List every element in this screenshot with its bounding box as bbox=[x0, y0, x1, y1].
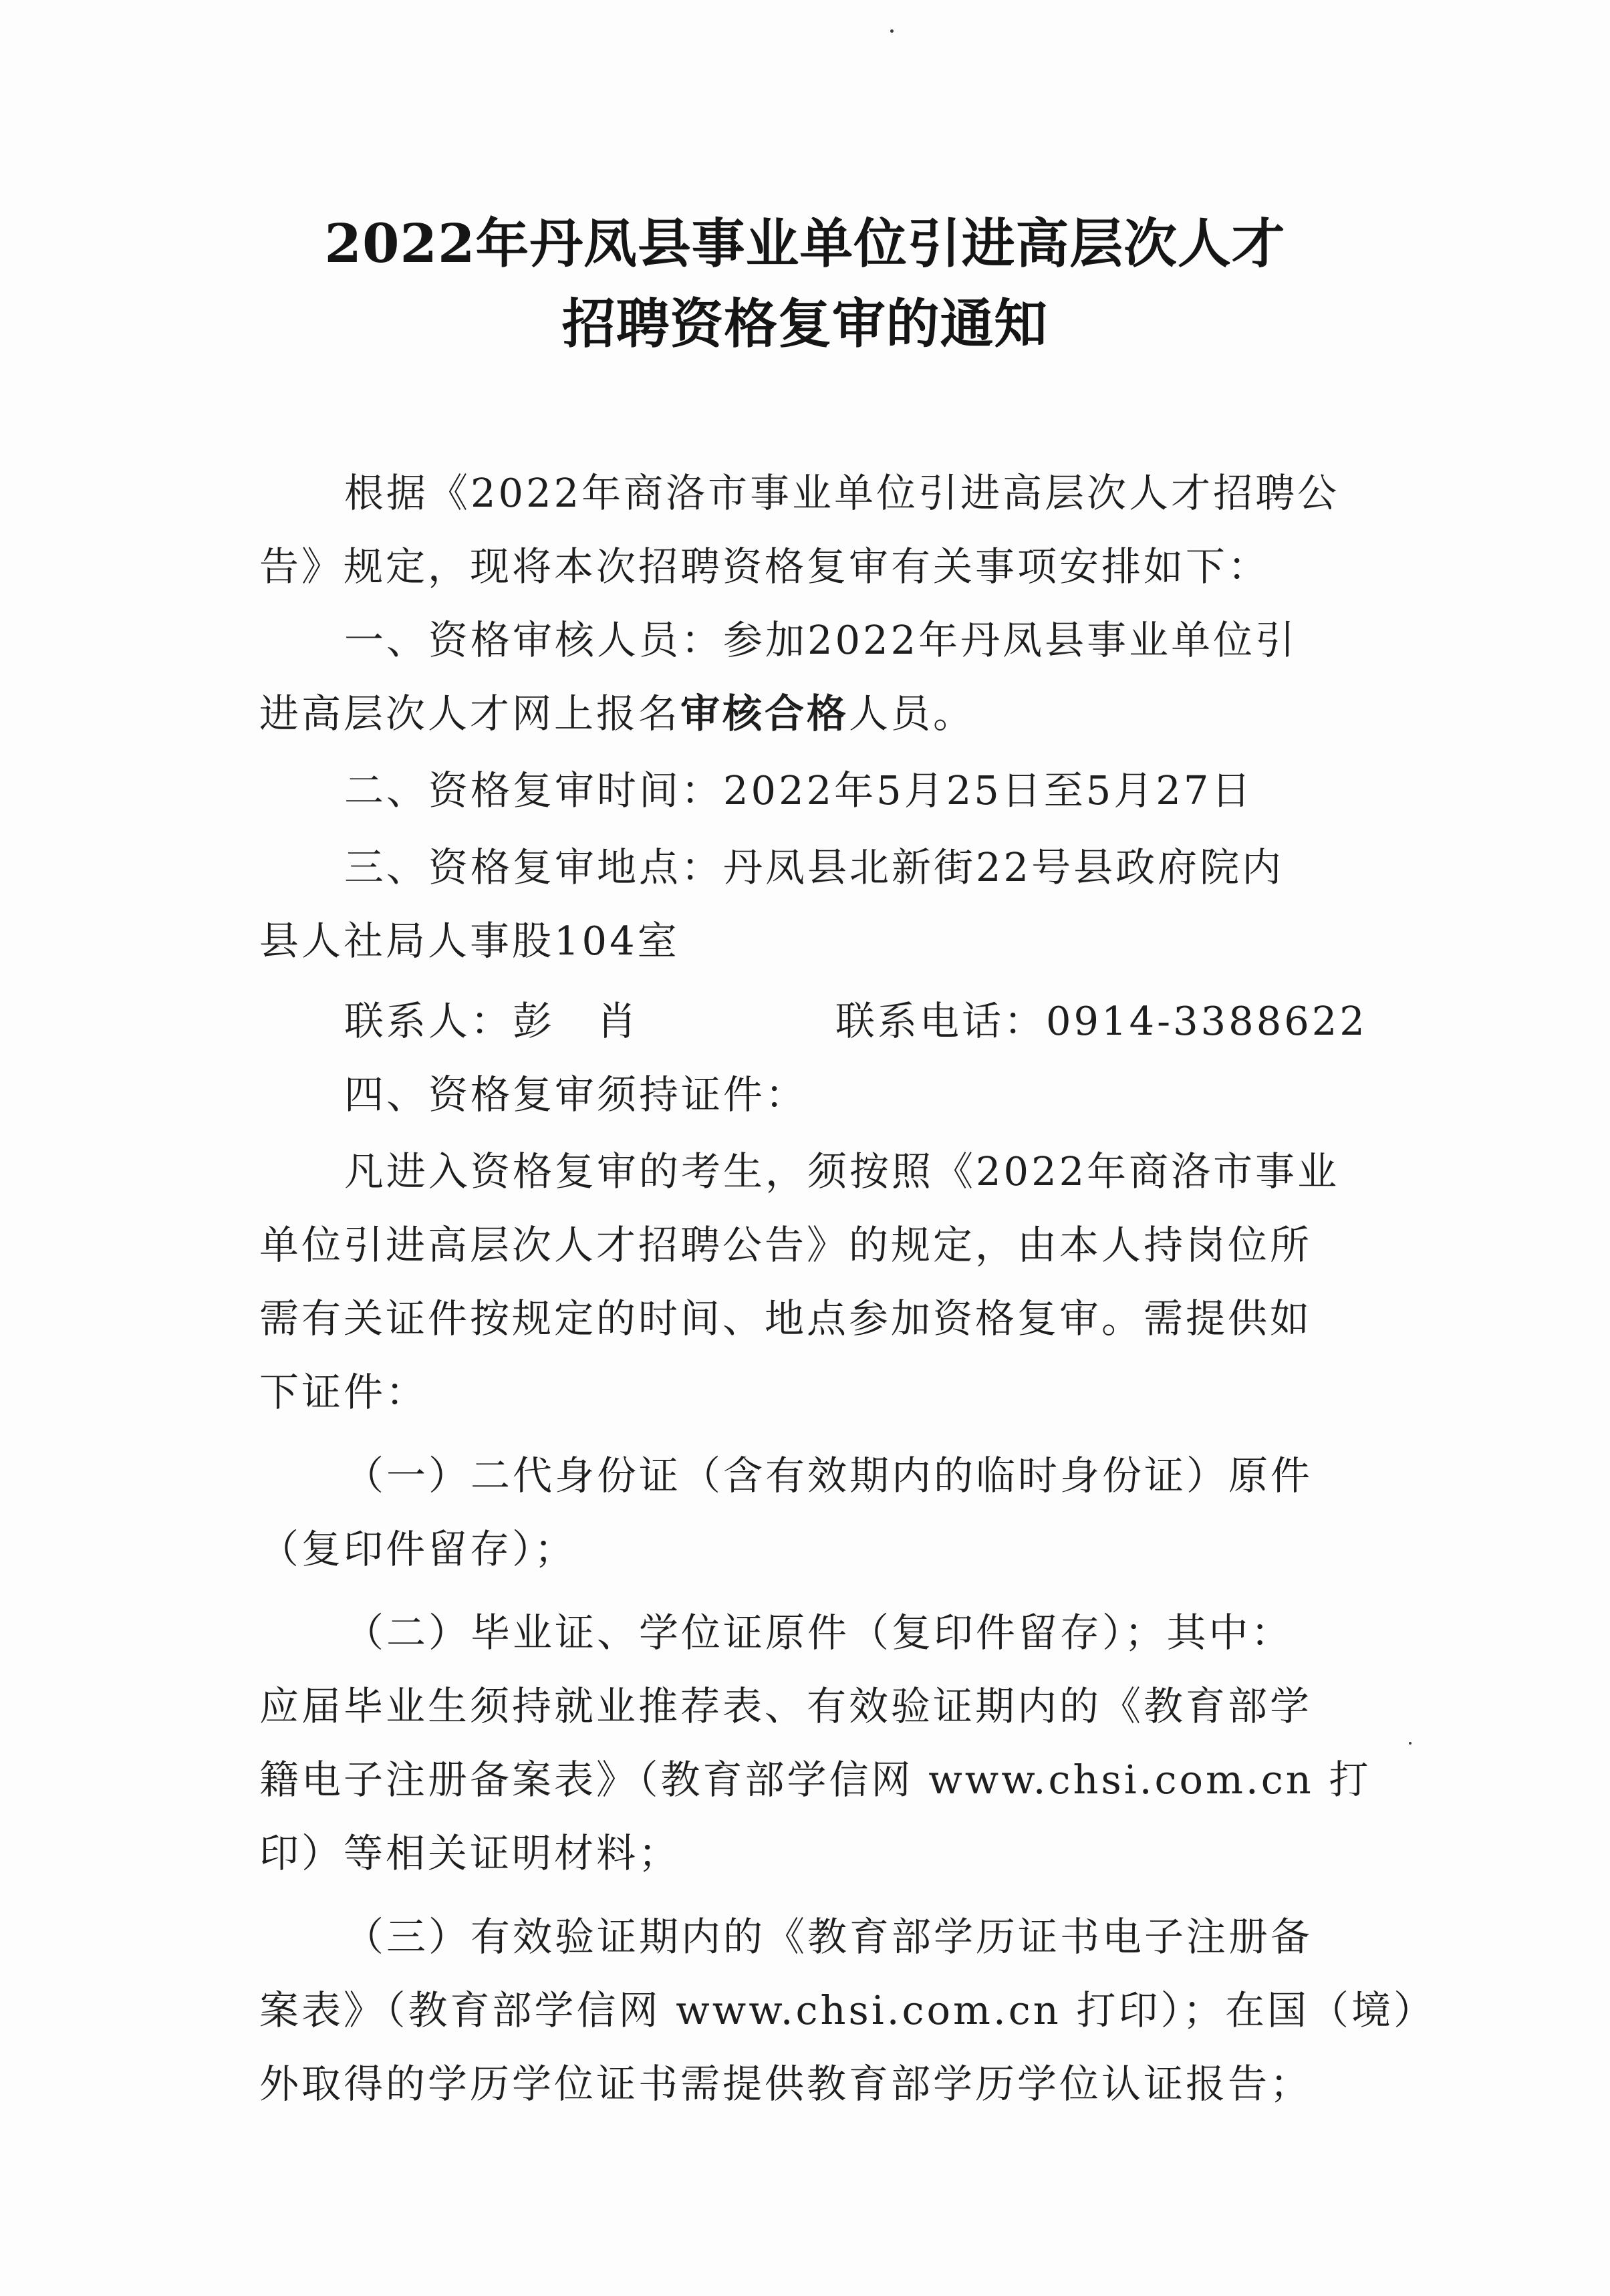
item1-line-2: （复印件留存）； bbox=[259, 1526, 577, 1572]
section1-line-2 bbox=[259, 682, 975, 739]
item1-line-1: （一）二代身份证（含有效期内的临时身份证）原件 bbox=[344, 1452, 1313, 1499]
contact-phone: 联系电话：0914-3388622 bbox=[835, 998, 1367, 1044]
scan-speck bbox=[1409, 1742, 1412, 1745]
section3-line-2: 县人社局人事股104室 bbox=[259, 918, 680, 964]
section2-line-1: 二、资格复审时间：2022年5月25日至5月27日 bbox=[344, 767, 1254, 813]
section4-line-3: 需有关证件按规定的时间、地点参加资格复审。需提供如 bbox=[259, 1295, 1313, 1342]
item2-line-1: （二）毕业证、学位证原件（复印件留存）；其中： bbox=[344, 1610, 1293, 1656]
section1-line-1: 一、资格审核人员：参加2022年丹凤县事业单位引 bbox=[344, 617, 1298, 663]
scan-speck bbox=[890, 29, 894, 33]
item3-line-3: 外取得的学历学位证书需提供教育部学历学位认证报告； bbox=[259, 2061, 1313, 2107]
section3-line-1: 三、资格复审地点：丹凤县北新街22号县政府院内 bbox=[344, 844, 1285, 890]
section4-line-2: 单位引进高层次人才招聘公告》的规定，由本人持岗位所 bbox=[259, 1222, 1313, 1268]
section1-emphasis: 审核合格 bbox=[680, 690, 849, 737]
section4-heading: 四、资格复审须持证件： bbox=[344, 1071, 808, 1118]
item2-line-2: 应届毕业生须持就业推荐表、有效验证期内的《教育部学 bbox=[259, 1683, 1313, 1729]
item3-line-2: 案表》（教育部学信网 www.chsi.com.cn 打印）；在国（境） bbox=[259, 1987, 1436, 2033]
contact-person: 联系人：彭 肖 bbox=[344, 998, 640, 1044]
section4-line-4: 下证件： bbox=[259, 1369, 428, 1415]
item3-line-1: （三）有效验证期内的《教育部学历证书电子注册备 bbox=[344, 1914, 1313, 1960]
item2-line-3: 籍电子注册备案表》（教育部学信网 www.chsi.com.cn 打 bbox=[259, 1757, 1371, 1803]
section1-text-b: 人员。 bbox=[849, 690, 976, 737]
document-title-line-1: 2022年丹凤县事业单位引进高层次人才 bbox=[324, 212, 1286, 275]
item2-line-4: 印）等相关证明材料； bbox=[259, 1830, 681, 1876]
section4-line-1: 凡进入资格复审的考生，须按照《2022年商洛市事业 bbox=[344, 1148, 1340, 1194]
section1-text-a: 进高层次人才网上报名 bbox=[259, 690, 681, 737]
intro-line-2: 告》规定，现将本次招聘资格复审有关事项安排如下： bbox=[259, 543, 1270, 590]
document-title-line-2: 招聘资格复审的通知 bbox=[561, 292, 1049, 355]
intro-line-1: 根据《2022年商洛市事业单位引进高层次人才招聘公 bbox=[344, 470, 1340, 516]
